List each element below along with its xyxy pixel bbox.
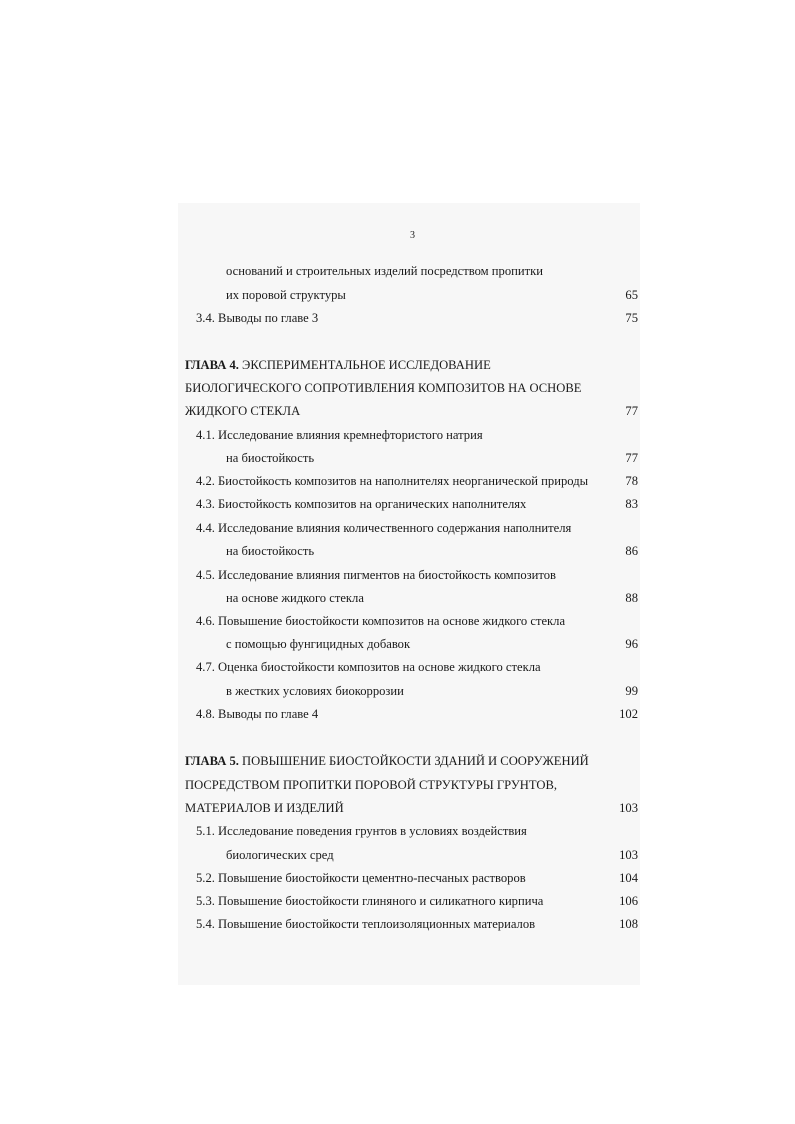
toc-entry — [0, 378, 795, 398]
toc-entry-text: на биостойкость — [226, 451, 315, 465]
toc-entry-text: в жестких условиях биокоррозии — [226, 684, 404, 698]
toc-entry-text: 4.4. Исследование влияния количественного содержания наполнителя — [196, 521, 572, 535]
toc-entry — [0, 891, 795, 911]
toc-entry-page: 88 — [625, 591, 638, 605]
toc-entry-page: 86 — [625, 544, 638, 558]
toc-entry-text: 5.2. Повышение биостойкости цементно-песчаных растворов — [196, 871, 526, 885]
toc-entry-text: 4.2. Биостойкость композитов на наполнителях неорганической природы — [196, 474, 589, 488]
chapter-heading — [0, 355, 795, 375]
toc-entry-text: ЭКСПЕРИМЕНТАЛЬНОЕ ИССЛЕДОВАНИЕ — [238, 358, 491, 372]
toc-entry-page: 99 — [625, 684, 638, 698]
toc-entry-text: ПОВЫШЕНИЕ БИОСТОЙКОСТИ ЗДАНИЙ И СООРУЖЕНИЙ — [238, 754, 589, 768]
toc-entry-text: БИОЛОГИЧЕСКОГО СОПРОТИВЛЕНИЯ КОМПОЗИТОВ НА ОСНОВЕ — [185, 381, 582, 395]
toc-entry-text: 4.5. Исследование влияния пигментов на биостойкость композитов — [196, 568, 556, 582]
toc-entry-text: 5.3. Повышение биостойкости глиняного и силикатного кирпича — [196, 894, 544, 908]
toc-entry-text: 5.1. Исследование поведения грунтов в условиях воздействия — [196, 824, 527, 838]
toc-entry — [0, 471, 795, 491]
toc-entry — [0, 821, 795, 841]
toc-entry-page: 106 — [619, 894, 638, 908]
toc-entry — [0, 308, 795, 328]
toc-entry — [0, 657, 795, 677]
toc-entry-text: на основе жидкого стекла — [226, 591, 364, 605]
toc-entry-page: 104 — [619, 871, 638, 885]
toc-entry-text: ПОСРЕДСТВОМ ПРОПИТКИ ПОРОВОЙ СТРУКТУРЫ ГРУНТОВ, — [185, 778, 558, 792]
toc-entry-page: 65 — [625, 288, 638, 302]
toc-entry-page: 108 — [619, 917, 638, 931]
chapter-heading — [0, 751, 795, 771]
toc-entry — [0, 448, 795, 468]
toc-entry-page: 75 — [625, 311, 638, 325]
toc-entry-text: 4.6. Повышение биостойкости композитов на основе жидкого стекла — [196, 614, 566, 628]
toc-entry-text: на биостойкость — [226, 544, 315, 558]
toc-entry-text: МАТЕРИАЛОВ И ИЗДЕЛИЙ — [185, 801, 344, 815]
toc-entry — [0, 285, 795, 305]
toc-entry-page: 103 — [619, 801, 638, 815]
toc-entry-text: 5.4. Повышение биостойкости теплоизоляционных материалов — [196, 917, 536, 931]
toc-entry — [0, 565, 795, 585]
toc-entry — [0, 845, 795, 865]
toc-entry-page: 78 — [625, 474, 638, 488]
toc-entry — [0, 634, 795, 654]
chapter-label: ГЛАВА 4. — [185, 358, 239, 372]
toc-entry-page: 96 — [625, 637, 638, 651]
toc-entry-page: 83 — [625, 497, 638, 511]
toc-entry-page: 103 — [619, 848, 638, 862]
toc-entry — [0, 681, 795, 701]
toc-entry — [0, 798, 795, 818]
toc-entry — [0, 494, 795, 514]
toc-entry — [0, 518, 795, 538]
toc-entry-text: 4.8. Выводы по главе 4 — [196, 707, 319, 721]
toc-entry — [0, 425, 795, 445]
toc-entry-text: 4.7. Оценка биостойкости композитов на основе жидкого стекла — [196, 660, 541, 674]
toc-entry-text: 4.1. Исследование влияния кремнефтористого натрия — [196, 428, 483, 442]
toc-entry — [0, 914, 795, 934]
toc-entry-text: с помощью фунгицидных добавок — [226, 637, 411, 651]
chapter-label: ГЛАВА 5. — [185, 754, 239, 768]
toc-entry-page: 77 — [625, 404, 638, 418]
toc-entry — [0, 704, 795, 724]
toc-entry-text: 3.4. Выводы по главе 3 — [196, 311, 319, 325]
toc-entry — [0, 401, 795, 421]
toc-entry — [0, 588, 795, 608]
toc-entry-text: оснований и строительных изделий посредством пропитки — [226, 264, 543, 278]
toc-entry-text: их поровой структуры — [226, 288, 346, 302]
toc-entry — [0, 775, 795, 795]
toc-entry — [0, 868, 795, 888]
toc-entry — [0, 611, 795, 631]
toc-entry-page: 102 — [619, 707, 638, 721]
page-number: 3 — [410, 230, 415, 241]
toc-entry — [0, 541, 795, 561]
toc-entry — [0, 261, 795, 281]
toc-entry-text: биологических сред — [226, 848, 334, 862]
toc-entry-page: 77 — [625, 451, 638, 465]
toc-entry-text: ЖИДКОГО СТЕКЛА — [185, 404, 301, 418]
toc-entry-text: 4.3. Биостойкость композитов на органических наполнителях — [196, 497, 527, 511]
